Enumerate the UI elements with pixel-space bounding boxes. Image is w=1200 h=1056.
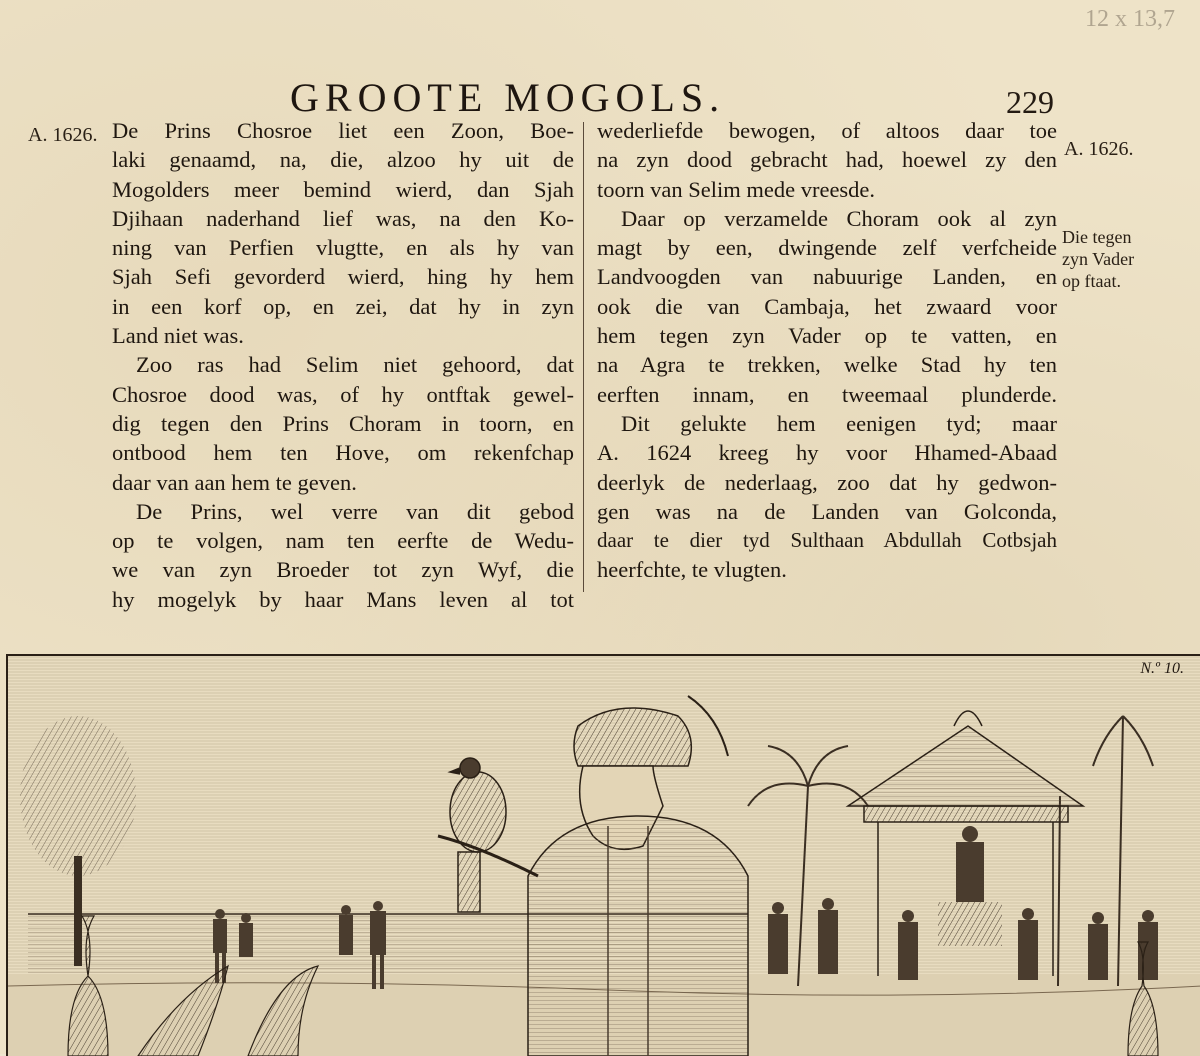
text-line: ook die van Cambaja, het zwaard voor bbox=[597, 293, 1057, 319]
text-line: Sjah Sefi gevorderd wierd, hing hy hem bbox=[112, 264, 574, 290]
text-line: De Prins Chosroe liet een Zoon, Boe- bbox=[112, 118, 574, 143]
side-note-line: op ftaat. bbox=[1062, 271, 1121, 291]
text-line: daar te dier tyd Sulthaan Abdullah Cotbsjah bbox=[597, 528, 1057, 553]
text-line: toorn van Selim mede vreesde. bbox=[597, 176, 876, 202]
right-text-column bbox=[597, 116, 1057, 585]
text-line: Djihaan naderhand lief was, na den Ko- bbox=[112, 205, 574, 231]
text-line: op te volgen, nam ten eerfte de Wedu- bbox=[112, 528, 574, 554]
text-line: magt by een, dwingende zelf verfcheide bbox=[597, 235, 1057, 261]
text-line: wederliefde bewogen, of altoos daar toe bbox=[597, 118, 1057, 143]
text-line: heerfchte, te vlugten. bbox=[597, 557, 787, 583]
text-line: deerlyk de nederlaag, zoo dat hy gedwon- bbox=[597, 469, 1057, 495]
text-line: A. 1624 kreeg hy voor Hhamed-Abaad bbox=[597, 440, 1057, 466]
text-line: Land niet was. bbox=[112, 323, 244, 349]
right-margin-year: A. 1626. bbox=[1064, 138, 1134, 160]
show-through-text bbox=[1080, 380, 1085, 402]
text-line: we van zyn Broeder tot zyn Wyf, die bbox=[112, 557, 574, 583]
text-line: Zoo ras had Selim niet gehoord, dat bbox=[136, 352, 574, 378]
text-line: De Prins, wel verre van dit gebod bbox=[136, 498, 574, 524]
right-side-note bbox=[1062, 226, 1134, 292]
column-rule bbox=[583, 122, 584, 592]
text-line: daar van aan hem te geven. bbox=[112, 469, 357, 495]
plate-number: N.º 10. bbox=[1140, 660, 1184, 677]
text-line: Dit gelukte hem eenigen tyd; maar bbox=[621, 410, 1057, 436]
text-line: gen was na de Landen van Golconda, bbox=[597, 498, 1057, 524]
running-head: GROOTE MOGOLS. bbox=[290, 75, 726, 120]
text-line: na Agra te trekken, welke Stad hy ten bbox=[597, 352, 1057, 378]
text-line: Chosroe dood was, of hy ontftak gewel- bbox=[112, 381, 574, 407]
text-line: hem tegen zyn Vader op te vatten, en bbox=[597, 323, 1057, 349]
corner-pencil-note: 12 x 13,7 bbox=[1085, 6, 1175, 32]
text-line: hy mogelyk by haar Mans leven al tot bbox=[112, 586, 574, 612]
side-note-line: Die tegen bbox=[1062, 227, 1132, 247]
text-line: dig tegen den Prins Choram in toorn, en bbox=[112, 410, 574, 436]
text-line: Mogolders meer bemind wierd, dan Sjah bbox=[112, 176, 574, 202]
text-line: laki genaamd, na, die, alzoo hy uit de bbox=[112, 147, 574, 173]
text-line: Daar op verzamelde Choram ook al zyn bbox=[621, 205, 1057, 231]
text-line: ning van Perfien vlugtte, en als hy van bbox=[112, 235, 574, 261]
text-line: in een korf op, en zei, dat hy in zyn bbox=[112, 293, 574, 319]
engraving-plate bbox=[6, 654, 1200, 1056]
left-margin-year: A. 1626. bbox=[28, 124, 98, 146]
text-line: na zyn dood gebracht had, hoewel zy den bbox=[597, 147, 1057, 173]
text-line: eerften innam, en tweemaal plunderde. bbox=[597, 381, 1057, 407]
left-text-column bbox=[112, 116, 574, 614]
text-line: ontbood hem ten Hove, om rekenfchap bbox=[112, 440, 574, 466]
side-note-line: zyn Vader bbox=[1062, 249, 1135, 269]
page-number: 229 bbox=[1006, 84, 1054, 120]
text-line: Landvoogden van nabuurige Landen, en bbox=[597, 264, 1057, 290]
engraving-illustration bbox=[8, 656, 1200, 1056]
